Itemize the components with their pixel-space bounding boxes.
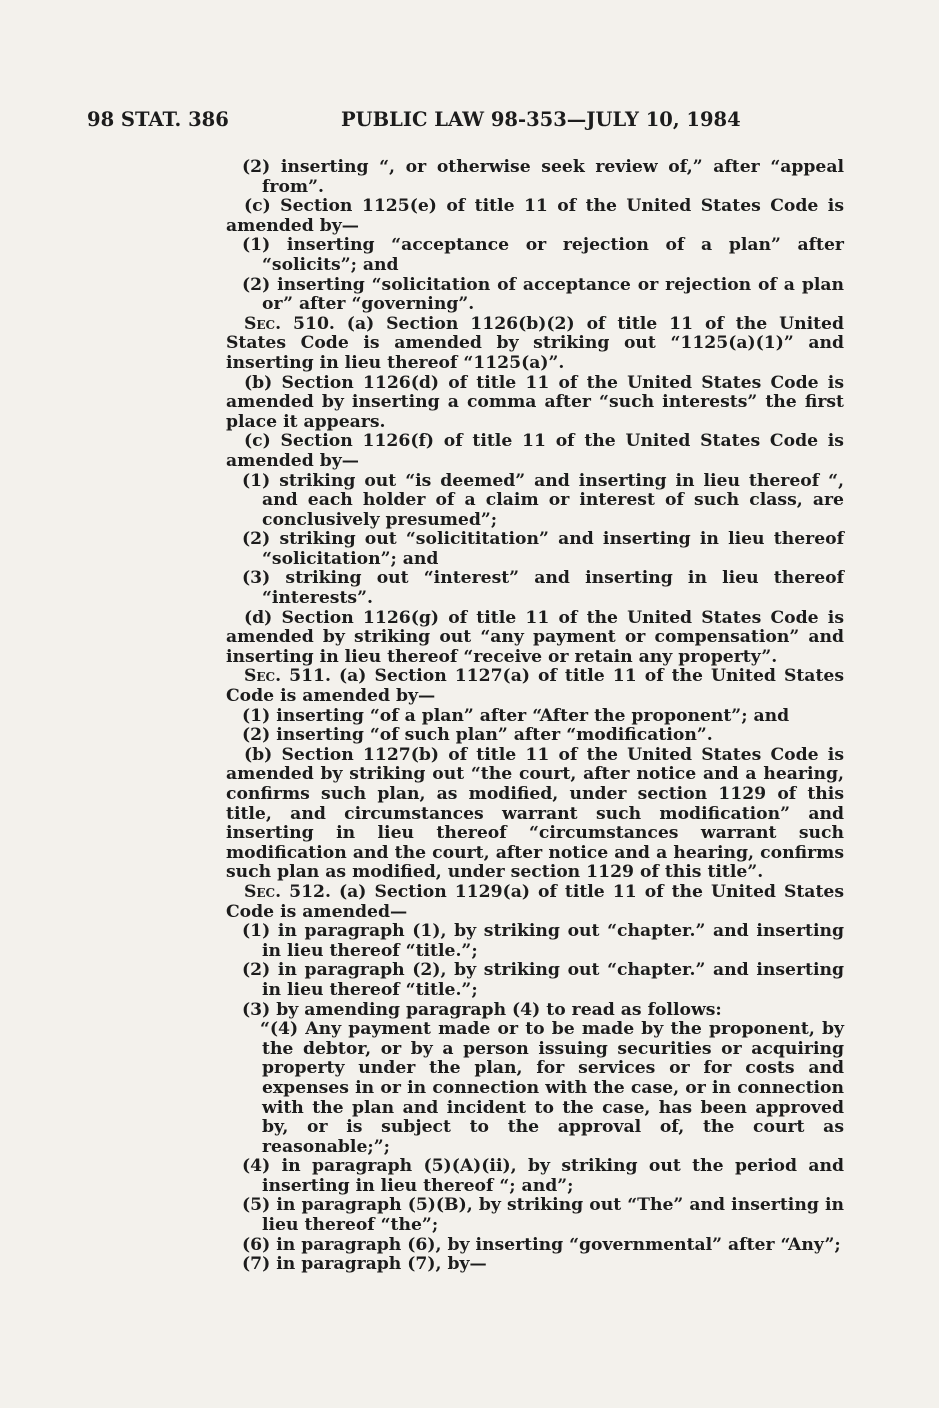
section-paragraph: Sec. 511. (a) Section 1127(a) of title 11 of the United States Code is amended by— [226,666,844,707]
statute-text [226,158,844,1275]
paragraph: (4) in paragraph (5)(A)(ii), by striking out the period and inserting in lieu thereof “; and”; [242,1156,844,1196]
paragraph: (2) striking out “solicititation” and inserting in lieu thereof “solicitation”; and [242,529,844,569]
paragraph: (1) inserting “of a plan” after “After the proponent”; and [242,705,790,726]
section-paragraph: Sec. 510. (a) Section 1126(b)(2) of title 11 of the United States Code is amended by striking out “1125(a)(1)” and inserting in lieu thereof “1125(a)”. [226,313,844,373]
page-header [87,108,847,138]
stat-reference: 98 STAT. 386 [87,108,229,131]
section-paragraph: Sec. 512. (a) Section 1129(a) of title 11 of the United States Code is amended— [226,881,844,922]
paragraph: (b) Section 1126(d) of title 11 of the United States Code is amended by inserting a comma after “such interests” the first place it appears. [226,372,844,432]
paragraph: (c) Section 1125(e) of title 11 of the United States Code is amended by— [226,196,844,236]
paragraph: (3) by amending paragraph (4) to read as follows: [242,999,722,1020]
paragraph: (2) inserting “of such plan” after “modification”. [242,725,713,746]
paragraph: (1) striking out “is deemed” and inserting in lieu thereof “, and each holder of a claim or interest of such class, are conclusively presumed”; [242,470,844,530]
paragraph: (2) inserting “, or otherwise seek review of,” after “appeal from”. [242,157,844,197]
paragraph: (7) in paragraph (7), by— [242,1254,487,1275]
law-title: PUBLIC LAW 98-353—JULY 10, 1984 [341,108,741,131]
paragraph: (b) Section 1127(b) of title 11 of the United States Code is amended by striking out “the court, after notice and a hearing, confirms such plan, as modified, under section 1129 of this title, and circumstances warrant such modification” and inserting in lieu thereof “circumstances warrant such modification and the court, after notice and a hearing, confirms such plan as modified, under section 1129 of this title”. [226,744,844,883]
paragraph: (3) striking out “interest” and inserting in lieu thereof “interests”. [242,568,844,609]
quoted-paragraph: “(4) Any payment made or to be made by the proponent, by the debtor, or by a person issuing securities or acquiring property under the plan, for services or for costs and expenses in or in connection with the case, or in connection with the plan and incident to the case, has been approved by, or is subject to the approval of, the court as reasonable;”; [260,1019,844,1157]
paragraph: (c) Section 1126(f) of title 11 of the United States Code is amended by— [226,431,844,471]
paragraph: (1) inserting “acceptance or rejection of a plan” after “solicits”; and [242,235,844,275]
paragraph: (6) in paragraph (6), by inserting “governmental” after “Any”; [242,1234,841,1255]
paragraph: (1) in paragraph (1), by striking out “chapter.” and inserting in lieu thereof “title.”; [242,921,844,961]
paragraph: (2) in paragraph (2), by striking out “chapter.” and inserting in lieu thereof “title.”; [242,960,844,1000]
paragraph: (d) Section 1126(g) of title 11 of the United States Code is amended by striking out “any payment or compensation” and inserting in lieu thereof “receive or retain any property”. [226,607,844,667]
paragraph: (5) in paragraph (5)(B), by striking out “The” and inserting in lieu thereof “the”; [242,1195,844,1236]
paragraph: (2) inserting “solicitation of acceptance or rejection of a plan or” after “governing”. [242,274,844,315]
